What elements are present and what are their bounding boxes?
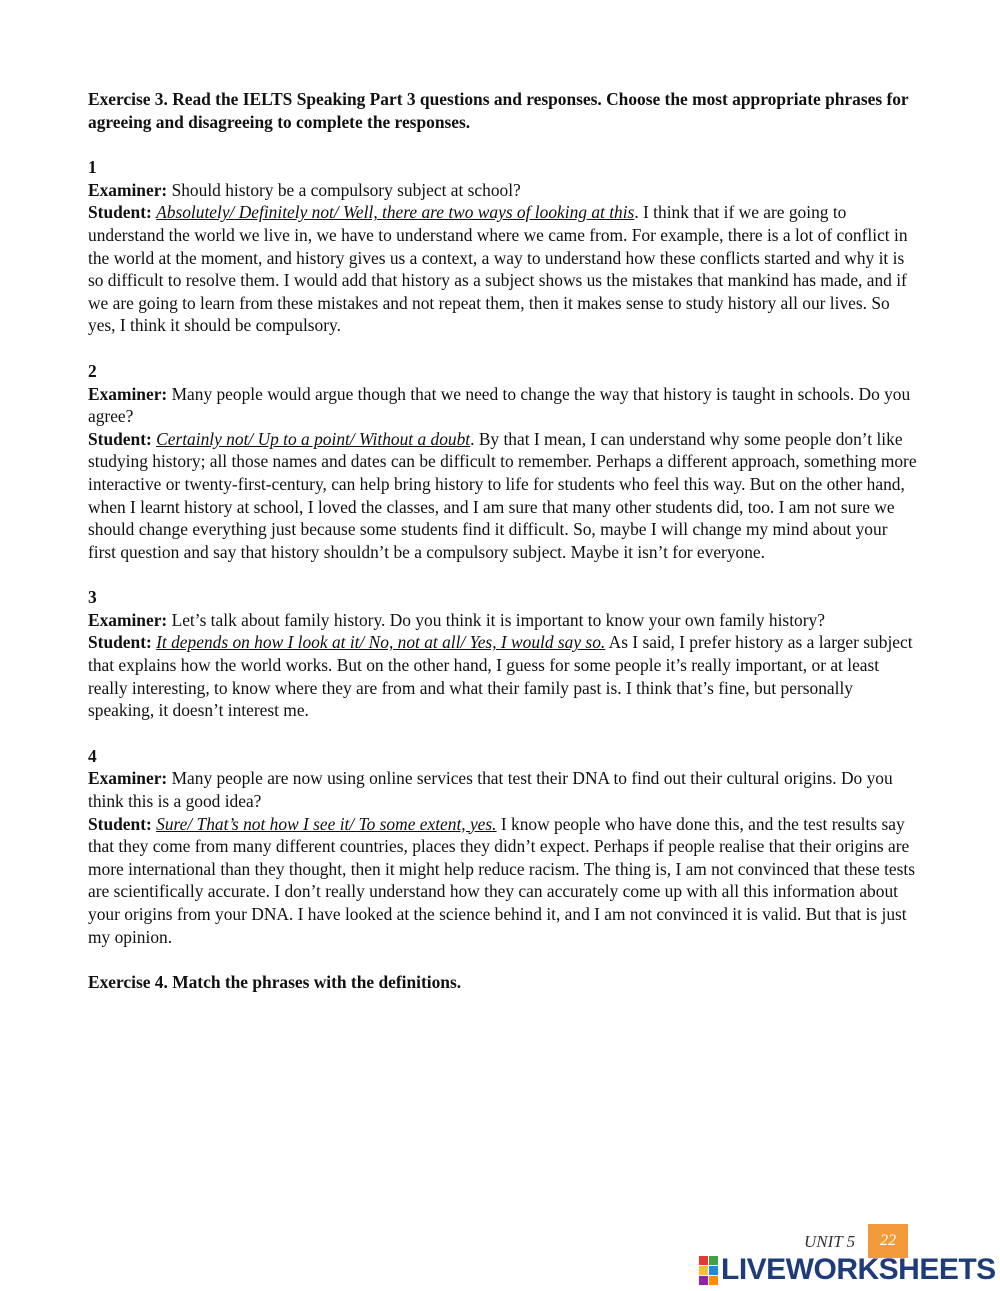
examiner-line: [88, 179, 918, 202]
examiner-line: [88, 383, 918, 428]
choice-options[interactable]: It depends on how I look at it/ No, not at all/ Yes, I would say so.: [156, 632, 606, 653]
examiner-line: [88, 609, 918, 632]
item-number: 2: [88, 360, 97, 381]
student-line: [88, 201, 918, 337]
item-2: [88, 360, 918, 563]
logo-block: [699, 1256, 708, 1265]
examiner-question: Should history be a compulsory subject at school?: [167, 179, 521, 200]
student-response: I know people who have done this, and the test results say that they come from many different countries, places they didn’t expect. Perhaps if people realise that their origins are more international than they thought, then it might help reduce racism. The thing is, I am not convinced that these tests are scientifically accurate. I don’t really understand how they can accurately come up with all this information about your origins from your DNA. I have looked at the science behind it, and I am not convinced it is valid. But that is just my opinion.: [88, 813, 915, 947]
unit-label: UNIT 5: [804, 1232, 856, 1251]
examiner-label: Examiner:: [88, 768, 168, 789]
logo-block: [699, 1276, 708, 1285]
item-number: 3: [88, 587, 97, 608]
examiner-question: Many people are now using online services that test their DNA to find out their cultural origins. Do you think this is a good idea?: [88, 768, 893, 812]
choice-options[interactable]: Sure/ That’s not how I see it/ To some extent, yes.: [156, 813, 497, 834]
item-4: [88, 745, 918, 948]
student-response: As I said, I prefer history as a larger subject that explains how the world works. But on the other hand, I guess for some people it’s really important, or at least really interesting, to know where they are from and what their family past is. I think that’s fine, but personally speaking, it doesn’t interest me.: [88, 632, 913, 721]
examiner-line: [88, 767, 918, 812]
examiner-label: Examiner:: [88, 383, 168, 404]
logo-block: [709, 1266, 718, 1275]
choice-options[interactable]: Absolutely/ Definitely not/ Well, there are two ways of looking at this: [156, 202, 635, 223]
examiner-question: Let’s talk about family history. Do you think it is important to know your own family history?: [167, 609, 825, 630]
liveworksheets-logo: [699, 1252, 996, 1288]
exercise3-title: Exercise 3. Read the IELTS Speaking Part 3 questions and responses. Choose the most appropriate phrases for agreeing and disagreeing to complete the responses.: [88, 89, 909, 132]
student-label: Student:: [88, 813, 152, 834]
student-line: [88, 631, 918, 721]
examiner-label: Examiner:: [88, 609, 168, 630]
logo-block: [709, 1276, 718, 1285]
item-number: 4: [88, 745, 97, 766]
logo-block: [709, 1256, 718, 1265]
page-number: 22: [868, 1224, 908, 1258]
student-label: Student:: [88, 428, 152, 449]
student-line: [88, 428, 918, 564]
examiner-label: Examiner:: [88, 179, 168, 200]
exercise4-title: Exercise 4. Match the phrases with the definitions.: [88, 972, 462, 993]
logo-blocks-icon: [699, 1256, 718, 1285]
worksheet-page: [88, 88, 918, 994]
choice-options[interactable]: Certainly not/ Up to a point/ Without a doubt: [156, 428, 471, 449]
examiner-question: Many people would argue though that we need to change the way that history is taught in schools. Do you agree?: [88, 383, 911, 427]
student-line: [88, 813, 918, 949]
item-1: [88, 156, 918, 337]
logo-text: LIVEWORKSHEETS: [721, 1253, 996, 1286]
item-number: 1: [88, 157, 97, 178]
item-3: [88, 586, 918, 722]
student-response: . By that I mean, I can understand why some people don’t like studying history; all those names and dates can be difficult to remember. Perhaps a different approach, something more interactive or twenty-first-century, can help bring history to life for students who feel this way. But on the other hand, when I learnt history at school, I loved the classes, and I am sure that many other students did, too. I am not sure we should change everything just because some students find it difficult. So, maybe I will change my mind about your first question and say that history shouldn’t be a compulsory subject. Maybe it isn’t for everyone.: [88, 428, 917, 562]
student-response: . I think that if we are going to understand the world we live in, we have to understand where we came from. For example, there is a lot of conflict in the world at the moment, and history gives us a context, a way to understand how these conflicts started and why it is so difficult to resolve them. I would add that history as a subject shows us the mistakes that mankind has made, and if we are going to learn from these mistakes and not repeat them, then it makes sense to study history all our lives. So yes, I think it should be compulsory.: [88, 202, 908, 336]
student-label: Student:: [88, 202, 152, 223]
logo-block: [699, 1266, 708, 1275]
student-label: Student:: [88, 632, 152, 653]
